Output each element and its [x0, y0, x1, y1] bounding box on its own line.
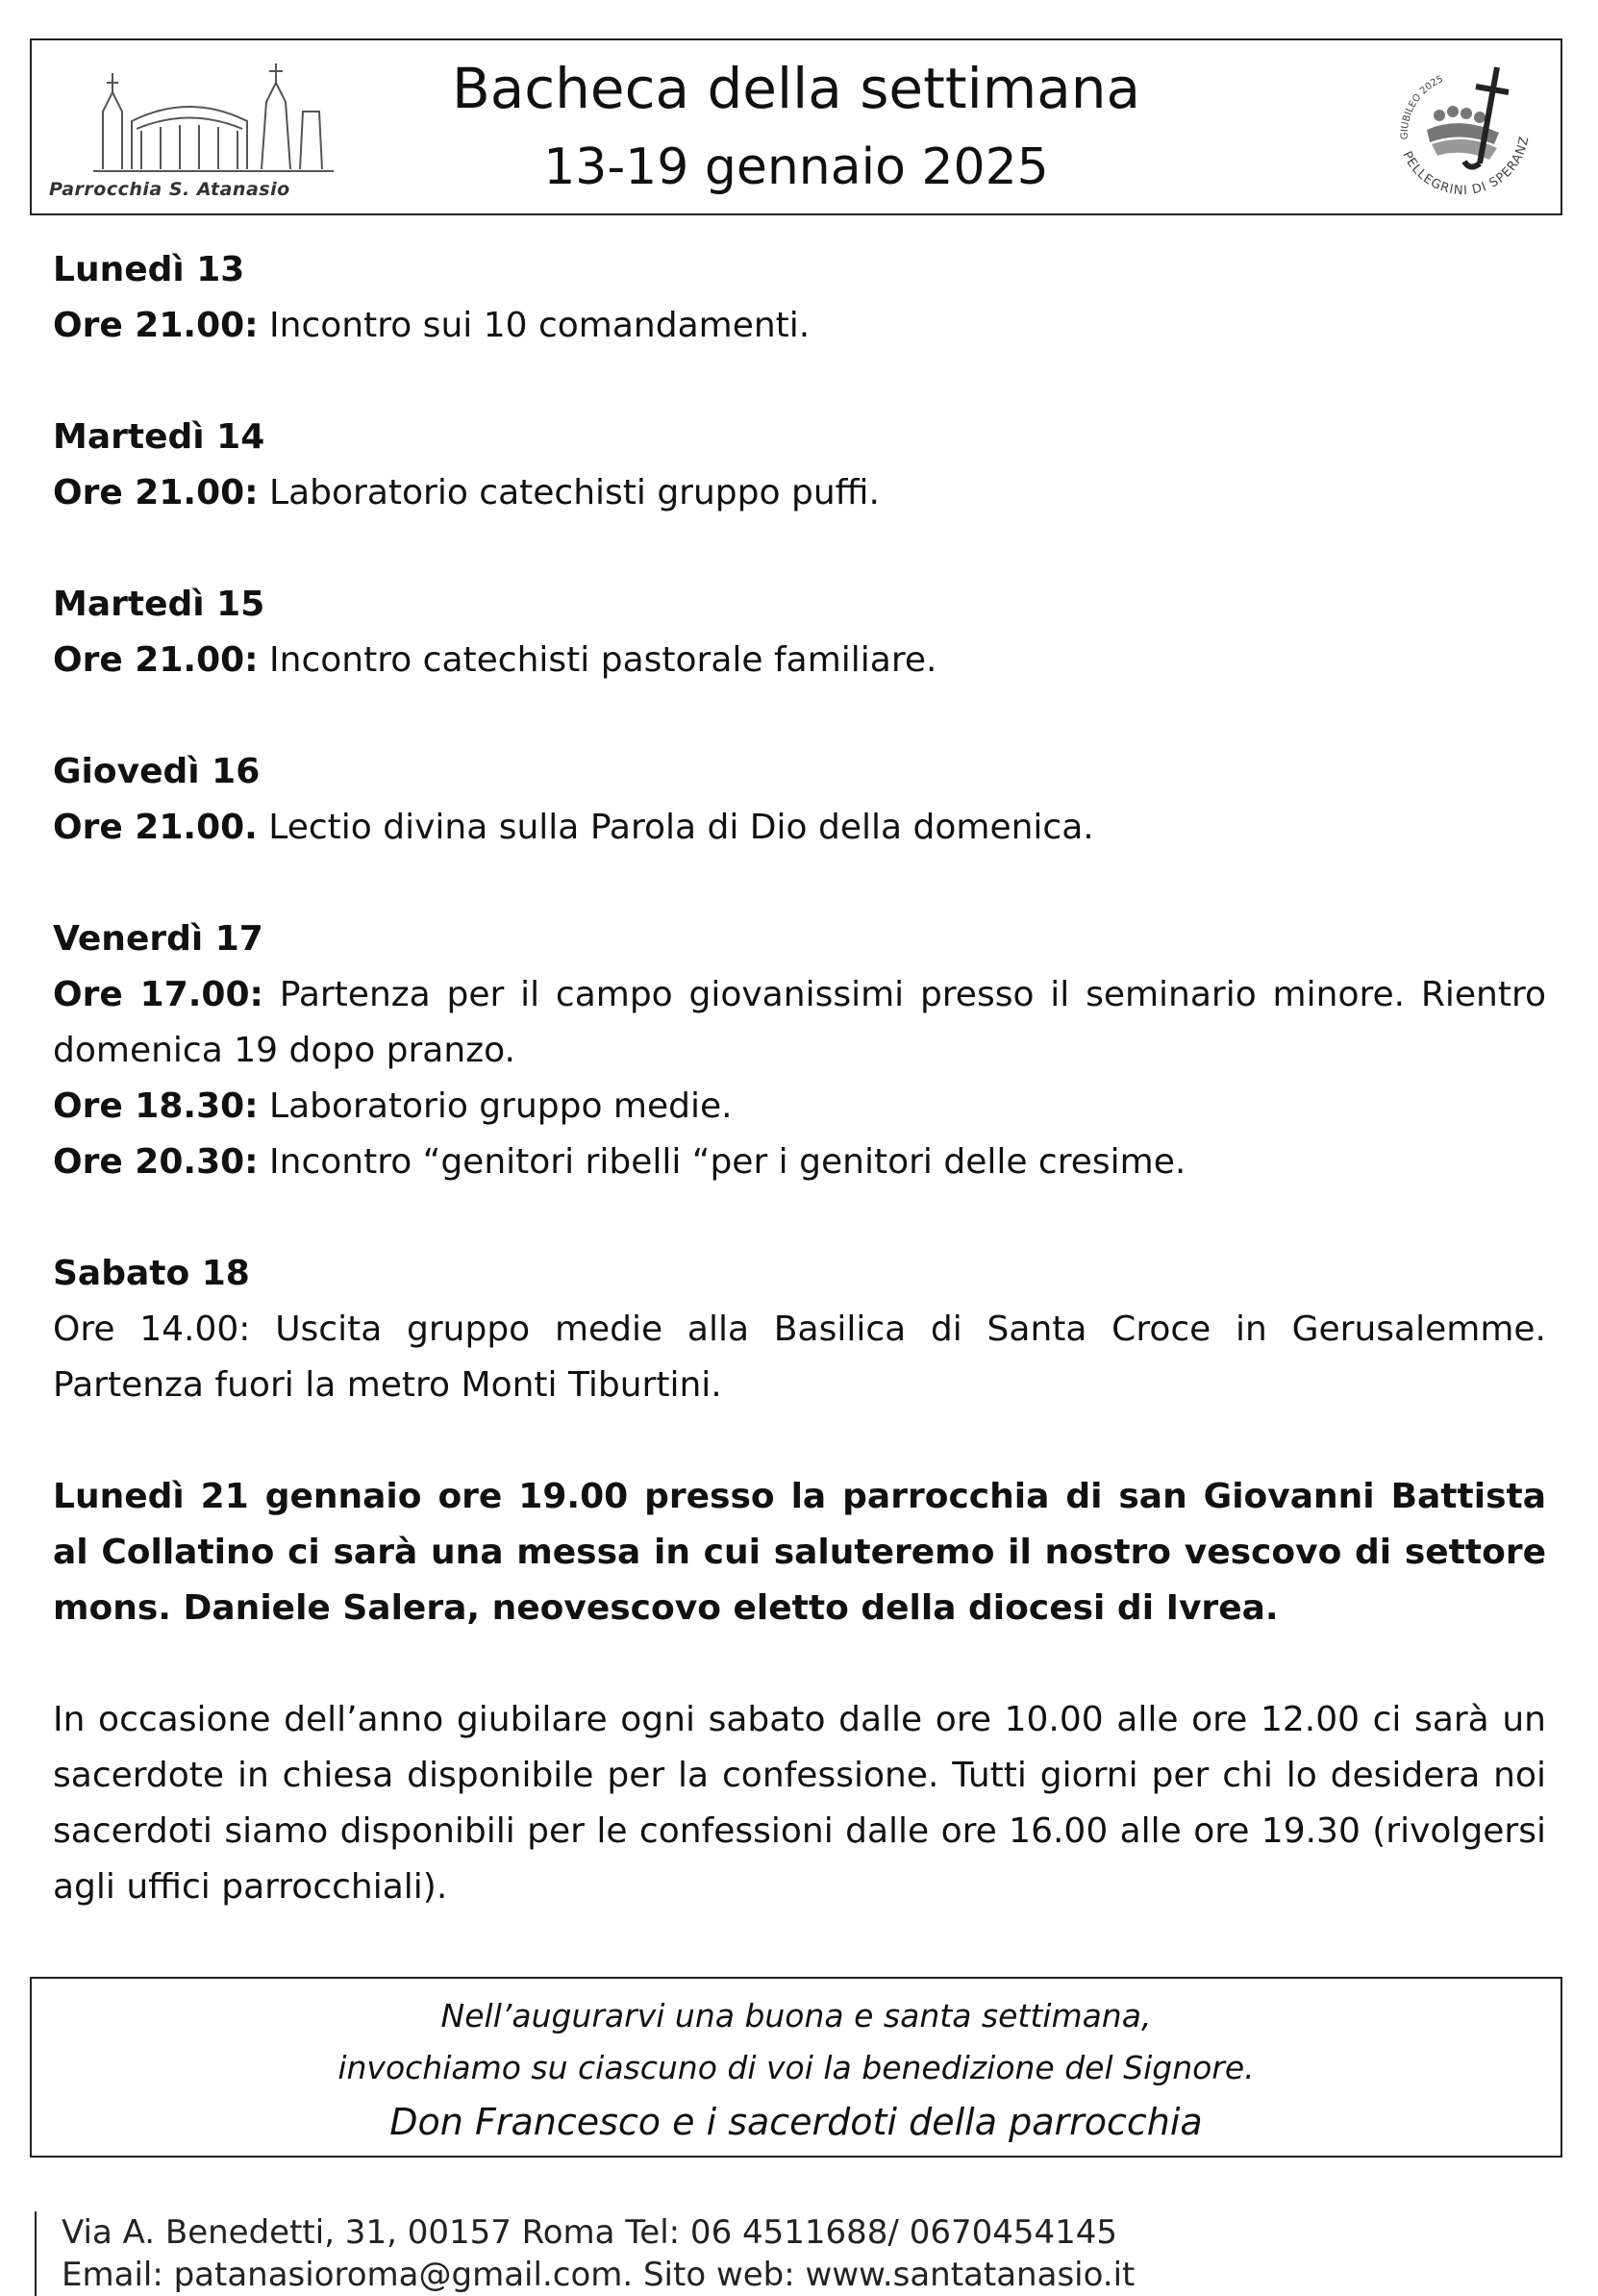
day-name: Lunedì 13 — [53, 250, 245, 289]
day-name: Martedì 15 — [53, 585, 265, 624]
day-block — [53, 242, 1546, 354]
schedule-content — [53, 242, 1546, 1915]
schedule-entry — [53, 967, 1546, 1079]
jubilee-cross-icon — [1384, 48, 1547, 212]
entry-text: Laboratorio catechisti gruppo puffi. — [258, 473, 880, 512]
day-block — [53, 911, 1546, 1190]
contact-email-web: Email: patanasioroma@gmail.com. Sito web: www.santatanasio.it — [62, 2256, 1136, 2294]
entry-text: Lectio divina sulla Parola di Dio della domenica. — [257, 808, 1094, 847]
entry-text: Incontro “genitori ribelli “per i genitori delle cresime. — [258, 1142, 1186, 1182]
entry-text: Incontro sui 10 comandamenti. — [258, 306, 811, 345]
entry-time: Ore 14.00: — [53, 1310, 251, 1349]
day-block — [53, 744, 1546, 856]
days-list — [53, 242, 1546, 1413]
entry-time: Ore 18.30: — [53, 1086, 259, 1126]
entry-time: Ore 17.00: — [53, 975, 263, 1014]
bishop-announcement: Lunedì 21 gennaio ore 19.00 presso la parrocchia di san Giovanni Battista al Collatino ci sarà una messa in cui saluteremo il nostro vescovo di settore mons. Daniele Salera, neovescovo eletto della diocesi di Ivrea. — [53, 1477, 1546, 1628]
schedule-entry — [53, 800, 1546, 856]
page-subtitle: 13-19 gennaio 2025 — [543, 138, 1049, 196]
schedule-entry — [53, 1302, 1546, 1413]
day-block — [53, 410, 1546, 521]
entry-time: Ore 21.00. — [53, 808, 258, 847]
jubilee-logo — [1384, 48, 1547, 212]
contact-info — [35, 2211, 1311, 2296]
schedule-entry — [53, 465, 1546, 521]
parish-name-text: Parrocchia S. Atanasio — [49, 179, 290, 200]
schedule-entry — [53, 298, 1546, 354]
entry-text: Incontro catechisti pastorale familiare. — [258, 640, 937, 680]
day-name: Martedì 14 — [53, 417, 265, 457]
entry-time: Ore 21.00: — [53, 306, 259, 345]
schedule-entry — [53, 1079, 1546, 1135]
page-title: Bacheca della settimana — [451, 56, 1141, 121]
entry-text: Uscita gruppo medie alla Basilica di Santa Croce in Gerusalemme. Partenza fuori la metro Monti Tiburtini. — [53, 1310, 1546, 1405]
entry-time: Ore 21.00: — [53, 473, 259, 512]
day-block — [53, 577, 1546, 688]
schedule-entry — [53, 633, 1546, 688]
entry-text: Laboratorio gruppo medie. — [258, 1086, 733, 1126]
jubilee-confession-paragraph: In occasione dell’anno giubilare ogni sabato dalle ore 10.00 alle ore 12.00 ci sarà un sacerdote in chiesa disponibile per la confessione. Tutti giorni per chi lo desidera noi sacerdoti siamo disponibili per le confessioni dalle ore 16.00 alle ore 19.30 (rivolgersi agli uffici parrocchiali). — [53, 1700, 1546, 1907]
greeting-line-2: invochiamo su ciascuno di voi la benedizione del Signore. — [337, 2049, 1255, 2086]
jubilee-top-text: GIUBILEO 2025 — [1399, 73, 1445, 140]
greeting-box — [30, 1977, 1562, 2158]
jubilee-bottom-text: PELLEGRINI DI SPERANZ — [1399, 135, 1533, 199]
day-name: Sabato 18 — [53, 1254, 250, 1293]
day-name: Venerdì 17 — [53, 919, 263, 959]
header-box — [30, 38, 1562, 215]
entry-text: Partenza per il campo giovanissimi presso il seminario minore. Rientro domenica 19 dopo pranzo. — [53, 975, 1546, 1070]
entry-time: Ore 20.30: — [53, 1142, 259, 1182]
day-block — [53, 1246, 1546, 1413]
entry-time: Ore 21.00: — [53, 640, 259, 680]
day-name: Giovedì 16 — [53, 752, 261, 791]
greeting-signature: Don Francesco e i sacerdoti della parrocchia — [389, 2101, 1203, 2143]
greeting-line-1: Nell’augurarvi una buona e santa settimana, — [440, 1997, 1152, 2034]
contact-address: Via A. Benedetti, 31, 00157 Roma Tel: 06 4511688/ 0670454145 — [62, 2213, 1118, 2252]
schedule-entry — [53, 1135, 1546, 1190]
